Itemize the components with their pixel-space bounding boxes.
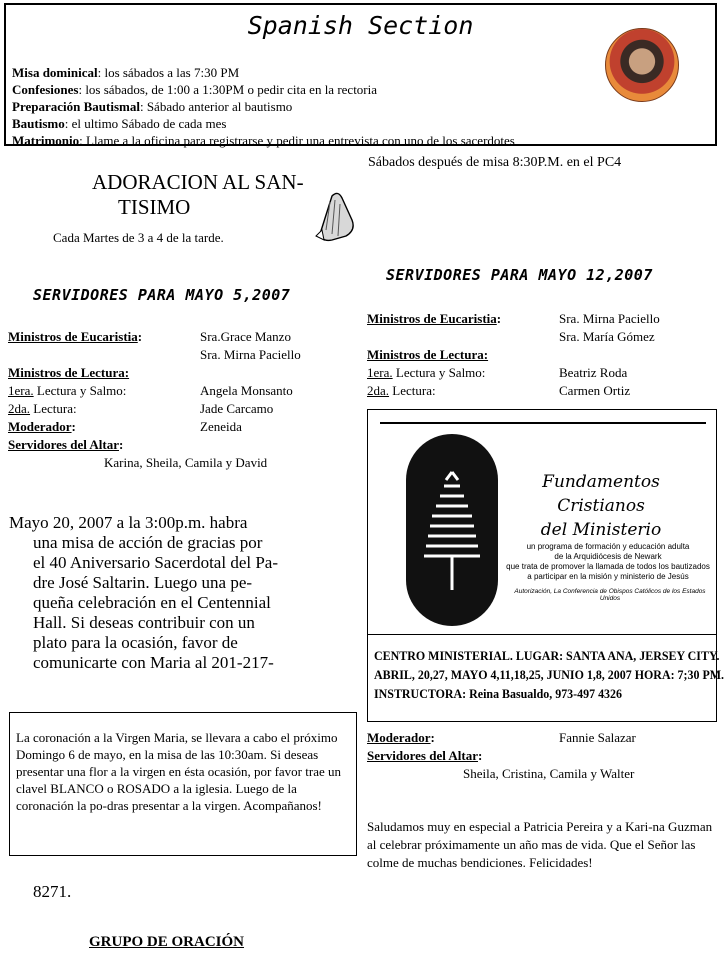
lectura1-name: Beatriz Roda	[559, 365, 628, 380]
header-box	[4, 3, 717, 146]
moderador-label: Moderador:	[8, 419, 76, 434]
flyer-detail-line: ABRIL, 20,27, MAYO 4,11,18,25, JUNIO 1,8, 2007 HORA: 7;30 PM.	[374, 667, 725, 682]
lectura-label: Ministros de Lectura:	[8, 365, 130, 380]
announcement-line: plato para la ocasión, favor de	[33, 633, 238, 652]
flyer-divider	[368, 634, 716, 635]
announcement-line: queña celebración en el Centennial	[33, 593, 271, 612]
servidores-may12-heading: SERVIDORES PARA MAYO 12,2007	[386, 266, 653, 284]
flyer-description	[506, 542, 710, 582]
lectura1-label: 1era. Lectura y Salmo:	[367, 365, 486, 380]
announcement-line: comunicarte con Maria al 201-217-	[33, 653, 274, 672]
moderador-name: Zeneida	[200, 419, 242, 434]
servidores-may5-heading: SERVIDORES PARA MAYO 5,2007	[33, 286, 291, 304]
eucaristia-name: Sra. María Gómez	[559, 329, 655, 344]
announcement-line: Hall. Si deseas contribuir con un	[33, 613, 255, 632]
schedule-label: Preparación Bautismal	[12, 99, 140, 114]
flyer-title	[536, 470, 666, 542]
schedule-text: : el ultimo Sábado de cada mes	[64, 116, 227, 131]
schedule-text: : los sábados a las 7:30 PM	[97, 65, 240, 80]
flyer-detail-line: INSTRUCTORA: Reina Basualdo, 973-497 4326	[374, 686, 622, 701]
lectura2-label: 2da. Lectura:	[8, 401, 77, 416]
schedule-line	[12, 81, 515, 98]
altar-label: Servidores del Altar:	[8, 437, 124, 452]
flyer-top-rule	[380, 422, 706, 424]
lectura2-name: Jade Carcamo	[200, 401, 274, 416]
flyer-title-line1: Fundamentos Cristianos	[542, 472, 660, 516]
schedule-label: Confesiones	[12, 82, 79, 97]
moderador-label: Moderador:	[367, 730, 435, 745]
schedule-line	[12, 98, 515, 115]
flyer-details	[374, 646, 724, 703]
schedule-label: Bautismo	[12, 116, 65, 131]
flyer-title-line2: del Ministerio	[540, 520, 662, 540]
altar-names: Sheila, Cristina, Camila y Walter	[463, 766, 635, 781]
announcement-continuation: 8271.	[33, 882, 72, 901]
tree-logo-icon	[416, 466, 488, 596]
flyer-desc-line: un programa de formación y educación adulta	[526, 542, 690, 551]
schedule-label: Misa dominical	[12, 65, 98, 80]
schedule-text: : Llame a la oficina para registrarse y pedir una entrevista con uno de los sacerdotes	[79, 133, 515, 148]
grupo-oracion-schedule: Sábados después de misa 8:30P.M. en el PC4	[368, 155, 622, 170]
eucaristia-label: Ministros de Eucaristia:	[8, 329, 143, 344]
announcement-line: el 40 Aniversario Sacerdotal del Pa-	[33, 553, 279, 572]
birthday-greeting: Saludamos muy en especial a Patricia Pereira y a Kari-na Guzman al celebrar próximamente un año mas de vida. Que el Señor las colme de muchas bendiciones. Felicidades!	[367, 819, 713, 870]
grupo-oracion-heading: GRUPO DE ORACIÓN	[89, 934, 245, 950]
flyer-desc-line: a participar en la misión y ministerio de Jesús	[527, 572, 689, 581]
lectura1-label: 1era. Lectura y Salmo:	[8, 383, 127, 398]
eucaristia-label: Ministros de Eucaristia:	[367, 311, 502, 326]
adoracion-schedule: Cada Martes de 3 a 4 de la tarde.	[53, 230, 224, 245]
schedule-label: Matrimonio	[12, 133, 80, 148]
lectura-label: Ministros de Lectura:	[367, 347, 489, 362]
eucaristia-name: Sra. Mirna Paciello	[559, 311, 660, 326]
aniversario-announcement	[9, 513, 357, 673]
flyer-desc-line: de la Arquidiócesis de Newark	[554, 552, 662, 561]
schedule-text: : los sábados, de 1:00 a 1:30PM o pedir cita en la rectoria	[78, 82, 378, 97]
adoracion-heading-line1: ADORACION AL SAN-	[92, 170, 304, 194]
flyer-authorization: Autorización, La Conferencia de Obispos Católicos de los Estados Unidos	[514, 588, 706, 602]
flyer-desc-line: que trata de promover la llamada de todos los bautizados	[506, 562, 710, 571]
lectura2-label: 2da. Lectura:	[367, 383, 436, 398]
announcement-line: Mayo 20, 2007 a la 3:00p.m. habra	[9, 513, 248, 532]
lectura1-name: Angela Monsanto	[200, 383, 293, 398]
altar-label: Servidores del Altar:	[367, 748, 483, 763]
virgin-mary-image	[605, 28, 679, 102]
lectura2-name: Carmen Ortiz	[559, 383, 631, 398]
section-title: Spanish Section	[247, 11, 474, 40]
schedule-line	[12, 64, 515, 81]
flyer-detail-line: CENTRO MINISTERIAL. LUGAR: SANTA ANA, JERSEY CITY.	[374, 648, 720, 663]
schedule-line	[12, 132, 515, 149]
praying-hands-icon	[312, 190, 358, 242]
eucaristia-name: Sra. Mirna Paciello	[200, 347, 301, 362]
adoracion-heading-line2: TISIMO	[118, 195, 191, 219]
announcement-line: dre José Saltarin. Luego una pe-	[33, 573, 253, 592]
eucaristia-name: Sra.Grace Manzo	[200, 329, 291, 344]
fundamentos-flyer	[367, 409, 725, 722]
announcement-line: una misa de acción de gracias por	[33, 533, 263, 552]
schedule-line	[12, 115, 515, 132]
schedule-list	[12, 64, 515, 149]
schedule-text: : Sábado anterior al bautismo	[139, 99, 293, 114]
moderador-name: Fannie Salazar	[559, 730, 636, 745]
altar-names: Karina, Sheila, Camila y David	[104, 455, 268, 470]
coronacion-notice: La coronación a la Virgen Maria, se llevara a cabo el próximo Domingo 6 de mayo, en la misa de las 10:30am. Si deseas presentar una flor a la virgen en ésta ocasión, por favor trae un clavel BLANCO o ROSADO a la iglesia. Luego de la coronación la po-dras presentar a la virgen. Acompañanos!	[9, 712, 357, 856]
